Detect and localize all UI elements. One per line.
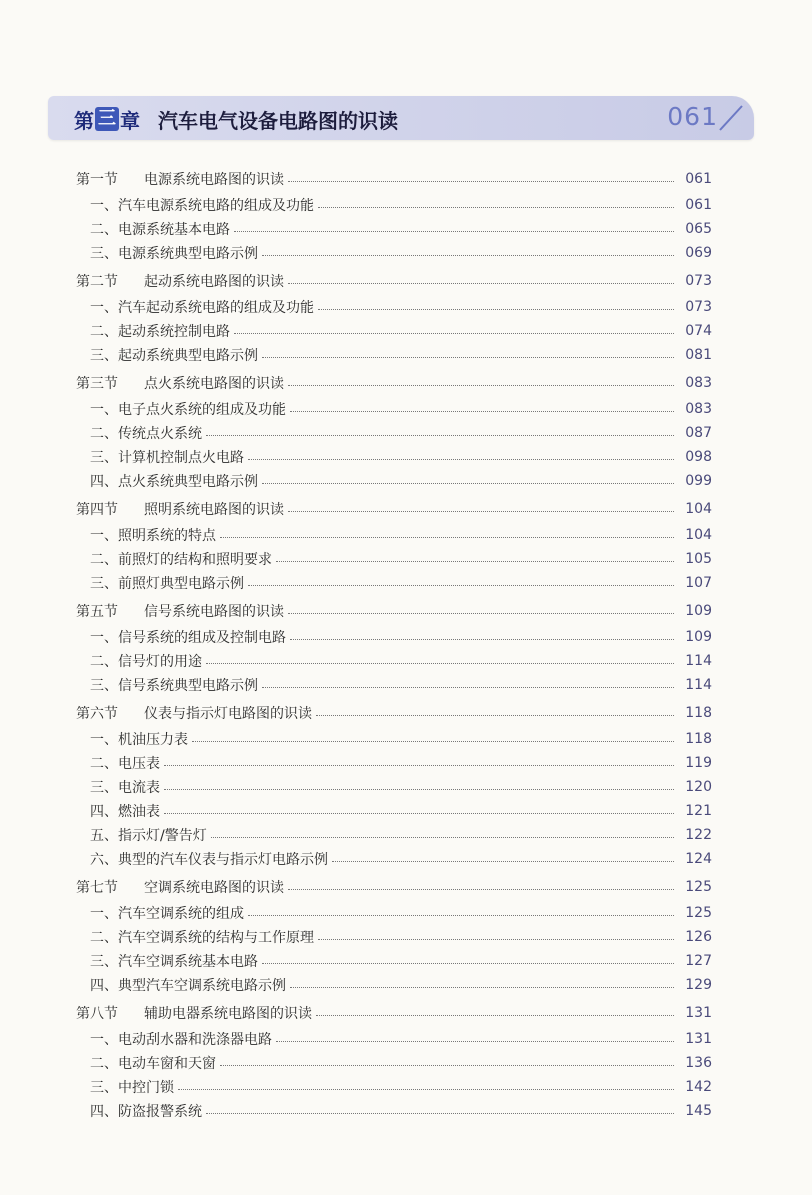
toc-entry-row[interactable] [76,1051,712,1075]
toc-entry-row[interactable] [76,1099,712,1123]
toc-entry-row[interactable] [76,343,712,367]
toc-entry-row[interactable] [76,625,712,649]
dot-leader [262,963,674,964]
toc-section-row[interactable] [76,873,712,901]
toc-section-row[interactable] [76,597,712,625]
dot-leader [206,1113,674,1114]
dot-leader [290,987,674,988]
toc-entry-title: 辅助电器系统电路图的识读 [144,1006,312,1022]
toc-entry-row[interactable] [76,727,712,751]
toc-entry-title: 信号系统电路图的识读 [144,604,284,620]
dot-leader [262,687,674,688]
toc-entry-label [90,975,286,995]
toc-page-number: 061 [685,171,712,187]
toc-page-number: 142 [685,1079,712,1095]
toc-page-number: 124 [685,851,712,867]
dot-leader [288,889,674,890]
toc-entry-label [90,1077,174,1097]
toc-entry-label [90,1029,272,1049]
toc-entry-title: 三、电源系统典型电路示例 [90,246,258,262]
toc-entry-label [76,703,312,723]
toc-entry-label [76,373,284,393]
toc-entry-row[interactable] [76,649,712,673]
dot-leader [211,837,674,838]
dot-leader [276,561,674,562]
toc-entry-row[interactable] [76,547,712,571]
dot-leader [288,613,674,614]
toc-page-number: 099 [685,473,712,489]
toc-entry-title: 空调系统电路图的识读 [144,880,284,896]
dot-leader [262,357,674,358]
dot-leader [316,1015,674,1016]
dot-leader [290,639,674,640]
toc-entry-title: 三、信号系统典型电路示例 [90,678,258,694]
section-number: 第七节 [76,880,118,896]
chapter-prefix: 第 [74,108,94,133]
toc-entry-title: 照明系统电路图的识读 [144,502,284,518]
toc-entry-label [90,753,160,773]
toc-entry-row[interactable] [76,799,712,823]
toc-entry-row[interactable] [76,673,712,697]
toc-entry-row[interactable] [76,445,712,469]
toc-entry-label [90,849,328,869]
toc-entry-row[interactable] [76,421,712,445]
toc-entry-title: 六、典型的汽车仪表与指示灯电路示例 [90,852,328,868]
slash-decoration-icon [716,102,746,132]
toc-page-number: 119 [685,755,712,771]
toc-entry-row[interactable] [76,1027,712,1051]
section-number: 第四节 [76,502,118,518]
toc-entry-title: 三、前照灯典型电路示例 [90,576,244,592]
toc-entry-title: 四、点火系统典型电路示例 [90,474,258,490]
toc-section-row[interactable] [76,495,712,523]
dot-leader [178,1089,674,1090]
toc-entry-title: 三、汽车空调系统基本电路 [90,954,258,970]
toc-page-number: 083 [685,375,712,391]
toc-entry-label [90,345,258,365]
toc-entry-title: 点火系统电路图的识读 [144,376,284,392]
toc-page-number: 125 [685,905,712,921]
toc-page-number: 083 [685,401,712,417]
toc-entry-label [90,321,230,341]
page-number: 061 [667,102,718,131]
toc-entry-title: 四、防盗报警系统 [90,1104,202,1120]
toc-entry-title: 二、电动车窗和天窗 [90,1056,216,1072]
toc-section-row[interactable] [76,267,712,295]
toc-page-number: 073 [685,273,712,289]
toc-entry-title: 二、汽车空调系统的结构与工作原理 [90,930,314,946]
toc-entry-row[interactable] [76,571,712,595]
toc-entry-label [90,903,244,923]
toc-page-number: 104 [685,501,712,517]
toc-entry-label [90,825,207,845]
dot-leader [332,861,674,862]
chapter-heading [74,105,398,133]
toc-entry-row[interactable] [76,319,712,343]
toc-entry-label [76,1003,312,1023]
toc-entry-title: 一、汽车电源系统电路的组成及功能 [90,198,314,214]
section-number: 第二节 [76,274,118,290]
chapter-number-badge: 三 [95,107,119,131]
toc-page-number: 074 [685,323,712,339]
toc-entry-label [90,729,188,749]
toc-page-number: 131 [685,1005,712,1021]
toc-entry-title: 二、电压表 [90,756,160,772]
toc-entry-title: 一、电子点火系统的组成及功能 [90,402,286,418]
toc-entry-title: 起动系统电路图的识读 [144,274,284,290]
toc-entry-title: 一、汽车空调系统的组成 [90,906,244,922]
dot-leader [318,207,674,208]
dot-leader [164,765,674,766]
toc-entry-title: 一、机油压力表 [90,732,188,748]
toc-entry-label [90,627,286,647]
toc-entry-row[interactable] [76,973,712,997]
toc-page-number: 145 [685,1103,712,1119]
toc-entry-row[interactable] [76,901,712,925]
toc-entry-row[interactable] [76,241,712,265]
toc-entry-title: 二、前照灯的结构和照明要求 [90,552,272,568]
dot-leader [318,939,674,940]
section-number: 第一节 [76,172,118,188]
dot-leader [220,537,674,538]
toc-entry-title: 电源系统电路图的识读 [144,172,284,188]
toc-entry-label [90,801,160,821]
toc-entry-title: 三、电流表 [90,780,160,796]
toc-entry-label [76,877,284,897]
dot-leader [262,255,674,256]
section-number: 第五节 [76,604,118,620]
toc-page-number: 120 [685,779,712,795]
toc-entry-title: 四、典型汽车空调系统电路示例 [90,978,286,994]
toc-entry-label [90,219,230,239]
toc-page-number: 105 [685,551,712,567]
dot-leader [248,459,674,460]
toc-entry-row[interactable] [76,847,712,871]
toc-page-number: 114 [685,677,712,693]
toc-entry-title: 一、信号系统的组成及控制电路 [90,630,286,646]
chapter-suffix: 章 [120,108,140,133]
toc-page-number: 122 [685,827,712,843]
toc-entry-title: 三、计算机控制点火电路 [90,450,244,466]
toc-entry-row[interactable] [76,217,712,241]
dot-leader [206,435,674,436]
toc-entry-label [90,1053,216,1073]
toc-page-number: 118 [685,705,712,721]
toc-entry-label [90,675,258,695]
dot-leader [288,385,674,386]
toc-entry-row[interactable] [76,469,712,493]
toc-page-number: 136 [685,1055,712,1071]
toc-page-number: 087 [685,425,712,441]
toc-entry-label [90,471,258,491]
dot-leader [164,813,674,814]
dot-leader [164,789,674,790]
toc-entry-row[interactable] [76,295,712,319]
toc-page-number: 114 [685,653,712,669]
toc-entry-title: 二、信号灯的用途 [90,654,202,670]
toc-entry-title: 三、起动系统典型电路示例 [90,348,258,364]
toc-entry-row[interactable] [76,925,712,949]
dot-leader [262,483,674,484]
toc-entry-title: 仪表与指示灯电路图的识读 [144,706,312,722]
toc-page-number: 131 [685,1031,712,1047]
toc-entry-row[interactable] [76,523,712,547]
toc-section-row[interactable] [76,165,712,193]
toc-entry-label [90,951,258,971]
toc-entry-label [76,601,284,621]
toc-entry-label [90,777,160,797]
dot-leader [248,915,674,916]
toc-entry-title: 二、起动系统控制电路 [90,324,230,340]
toc-entry-row[interactable] [76,775,712,799]
toc-entry-label [90,297,314,317]
toc-entry-label [90,549,272,569]
toc-entry-title: 五、指示灯/警告灯 [90,828,207,844]
toc-page-number: 127 [685,953,712,969]
section-number: 第三节 [76,376,118,392]
toc-section-row[interactable] [76,999,712,1027]
toc-entry-title: 一、电动刮水器和洗涤器电路 [90,1032,272,1048]
toc-page-number: 104 [685,527,712,543]
toc-section-row[interactable] [76,699,712,727]
dot-leader [234,231,674,232]
toc-entry-label [76,169,284,189]
toc-entry-label [90,447,244,467]
toc-entry-row[interactable] [76,751,712,775]
toc-entry-label [90,573,244,593]
toc-entry-row[interactable] [76,1075,712,1099]
toc-section-row[interactable] [76,369,712,397]
toc-entry-label [90,243,258,263]
toc-entry-label [90,651,202,671]
toc-page-number: 069 [685,245,712,261]
dot-leader [206,663,674,664]
toc-entry-title: 二、传统点火系统 [90,426,202,442]
toc-entry-title: 四、燃油表 [90,804,160,820]
section-number: 第六节 [76,706,118,722]
dot-leader [290,411,674,412]
toc-page-number: 065 [685,221,712,237]
dot-leader [316,715,674,716]
dot-leader [276,1041,674,1042]
toc-entry-title: 三、中控门锁 [90,1080,174,1096]
toc-entry-label [90,525,216,545]
toc-page-number: 061 [685,197,712,213]
toc-entry-label [90,423,202,443]
toc-page-number: 109 [685,629,712,645]
toc-entry-label [90,399,286,419]
dot-leader [248,585,674,586]
toc-entry-title: 二、电源系统基本电路 [90,222,230,238]
toc-page-number: 125 [685,879,712,895]
toc-entry-row[interactable] [76,949,712,973]
toc-page-number: 073 [685,299,712,315]
toc-entry-row[interactable] [76,823,712,847]
chapter-banner [48,96,754,140]
dot-leader [288,181,674,182]
toc-entry-row[interactable] [76,397,712,421]
toc-entry-title: 一、照明系统的特点 [90,528,216,544]
toc-entry-label [90,927,314,947]
toc-page-number: 118 [685,731,712,747]
toc-page-number: 126 [685,929,712,945]
toc-entry-title: 一、汽车起动系统电路的组成及功能 [90,300,314,316]
toc-page-number: 098 [685,449,712,465]
toc-page-number: 121 [685,803,712,819]
toc-entry-label [90,195,314,215]
dot-leader [288,511,674,512]
toc-entry-label [76,271,284,291]
dot-leader [288,283,674,284]
toc-entry-label [90,1101,202,1121]
chapter-title: 汽车电气设备电路图的识读 [158,108,398,133]
toc-page-number: 107 [685,575,712,591]
section-number: 第八节 [76,1006,118,1022]
toc-entry-row[interactable] [76,193,712,217]
toc-page-number: 129 [685,977,712,993]
toc-entry-label [76,499,284,519]
dot-leader [234,333,674,334]
dot-leader [192,741,674,742]
toc-page-number: 109 [685,603,712,619]
dot-leader [318,309,674,310]
table-of-contents [76,163,712,1123]
toc-page-number: 081 [685,347,712,363]
dot-leader [220,1065,674,1066]
